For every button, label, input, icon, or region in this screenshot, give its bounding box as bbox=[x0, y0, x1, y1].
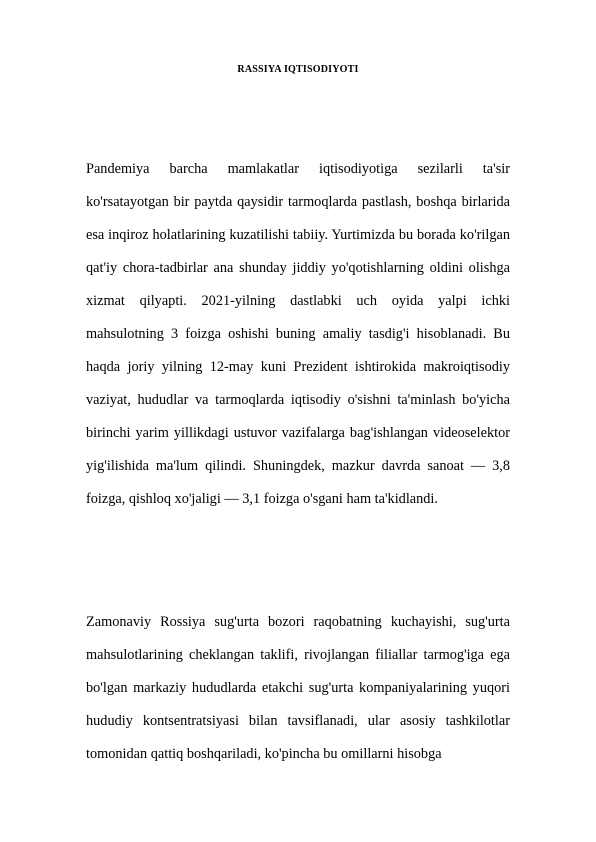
paragraph-1-text: Pandemiya barcha mamlakatlar iqtisodiyotiga sezilarli ta'sir ko'rsatayotgan bir paytda qaysidir tarmoqlarda pastlash, boshqa birlarida esa inqiroz holatlarining kuzatilishi tabiiy. Yurtimizda bu borada ko'rilgan qat'iy chora-tadbirlar ana shunday jiddiy yo'qotishlarning oldini olishga xizmat qilyapti. 2021-yilning dastlabki uch oyida yalpi ichki mahsulotning 3 foizga oshishi buning amaliy tasdig'i hisoblanadi. Bu haqda joriy yilning 12-may kuni Prezident ishtirokida makroiqtisodiy vaziyat, hududlar va tarmoqlarda iqtisodiy o'sishni ta'minlash bo'yicha birinchi yarim yillikdagi ustuvor vazifalarga bag'ishlangan videoselektor yig'ilishida ma'lum qilindi. Shuningdek, mazkur davrda sanoat — 3,8 foizga, qishloq xo'jaligi — 3,1 foizga o'sgani ham ta'kidlandi. bbox=[86, 161, 510, 507]
paragraph-2 bbox=[86, 606, 510, 771]
document-title: RASSIYA IQTISODIYOTI bbox=[237, 64, 359, 75]
paragraph-1 bbox=[86, 153, 510, 516]
paragraph-2-text: Zamonaviy Rossiya sug'urta bozori raqobatning kuchayishi, sug'urta mahsulotlarining cheklangan taklifi, rivojlangan filiallar tarmog'iga ega bo'lgan markaziy hududlarda etakchi sug'urta kompaniyalarining yuqori hududiy kontsentratsiyasi bilan tavsiflanadi, ular asosiy tashkilotlar tomonidan qattiq boshqariladi, ko'pincha bu omillarni hisobga bbox=[86, 614, 510, 762]
